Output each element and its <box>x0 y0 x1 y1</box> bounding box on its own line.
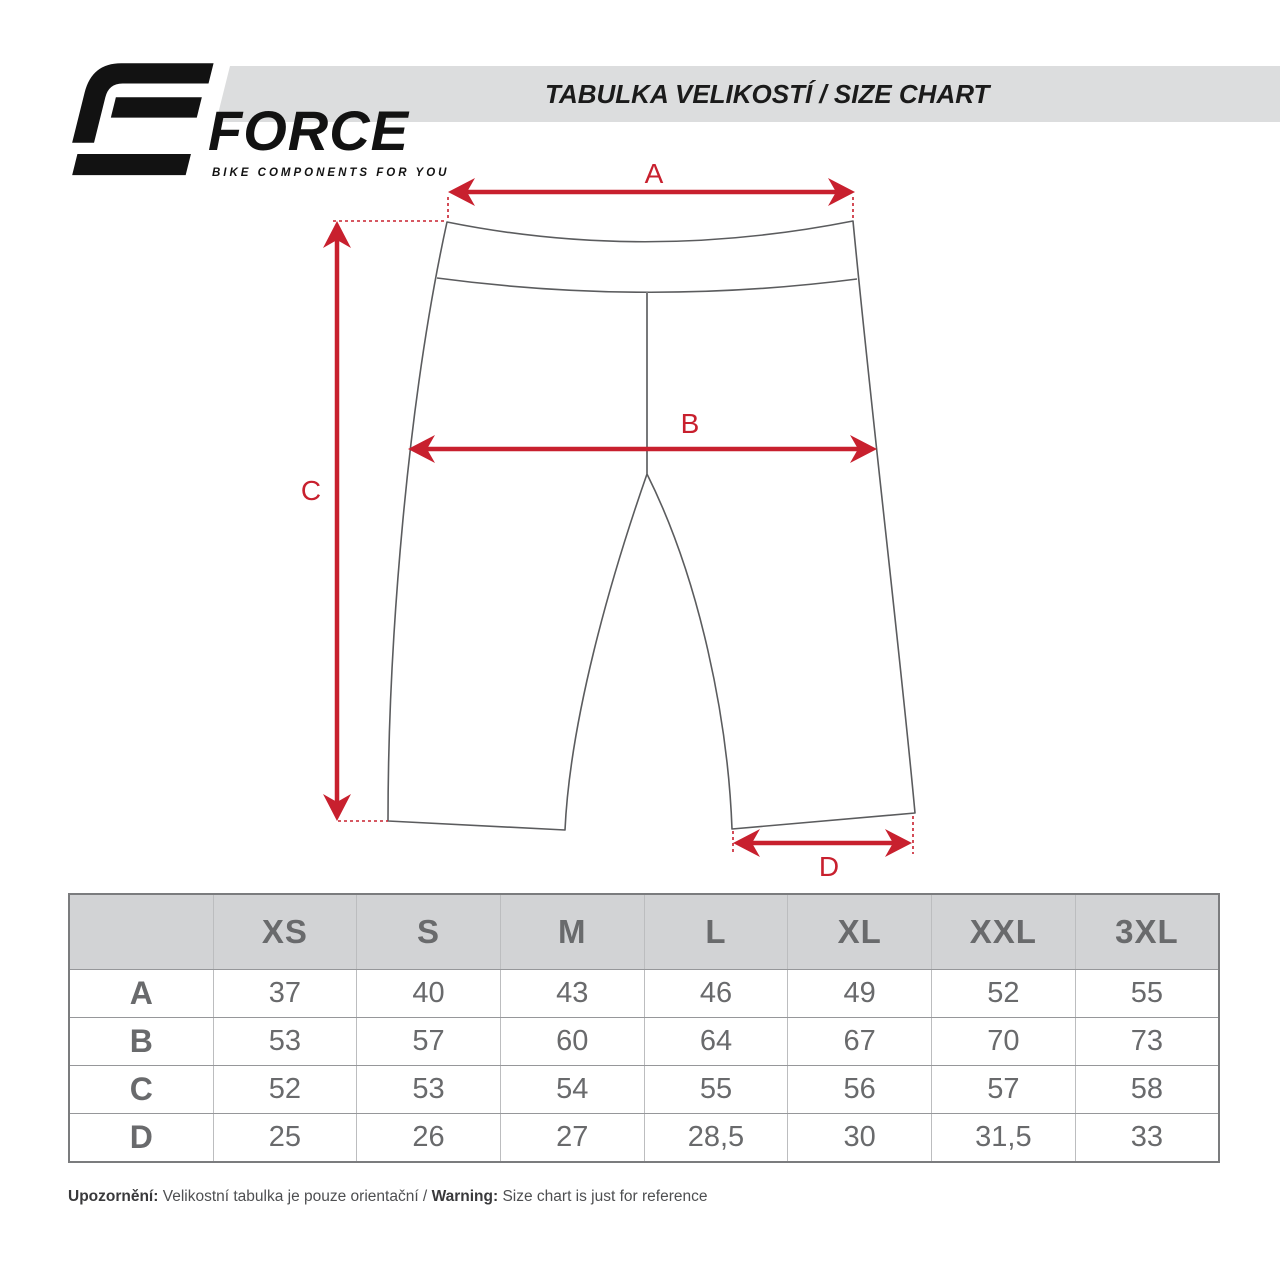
table-corner-cell <box>69 894 213 970</box>
size-value-cell: 30 <box>788 1114 932 1163</box>
size-column-header: XL <box>788 894 932 970</box>
size-value-cell: 60 <box>500 1018 644 1066</box>
table-row-c <box>69 1066 1219 1114</box>
size-value-cell: 28,5 <box>644 1114 788 1163</box>
size-value-cell: 52 <box>932 970 1076 1018</box>
size-column-header: M <box>500 894 644 970</box>
footer-note-cs-text: Velikostní tabulka je pouze orientační / <box>158 1188 432 1205</box>
logo-mark-middle-bar <box>111 97 202 117</box>
force-logo-tagline: BIKE COMPONENTS FOR YOU <box>212 167 450 179</box>
shorts-outline <box>388 221 915 830</box>
footer-note-en-text: Size chart is just for reference <box>498 1188 708 1205</box>
row-label: D <box>69 1114 213 1163</box>
size-value-cell: 43 <box>500 970 644 1018</box>
size-column-header: 3XL <box>1075 894 1219 970</box>
size-value-cell: 25 <box>213 1114 357 1163</box>
dimension-a <box>448 158 855 220</box>
size-value-cell: 56 <box>788 1066 932 1114</box>
footer-note <box>68 1188 708 1206</box>
size-value-cell: 37 <box>213 970 357 1018</box>
size-column-header: L <box>644 894 788 970</box>
page-title: TABULKA VELIKOSTÍ / SIZE CHART <box>545 79 990 109</box>
size-table-header-row <box>69 894 1219 970</box>
size-value-cell: 55 <box>1075 970 1219 1018</box>
size-value-cell: 33 <box>1075 1114 1219 1163</box>
size-value-cell: 67 <box>788 1018 932 1066</box>
size-value-cell: 27 <box>500 1114 644 1163</box>
size-value-cell: 58 <box>1075 1066 1219 1114</box>
size-value-cell: 57 <box>932 1066 1076 1114</box>
size-value-cell: 55 <box>644 1066 788 1114</box>
dimension-d-label: D <box>818 851 840 882</box>
table-row-d <box>69 1114 1219 1163</box>
table-row-b <box>69 1018 1219 1066</box>
size-value-cell: 57 <box>357 1018 501 1066</box>
dimension-b-label: B <box>680 408 700 439</box>
dimension-c-label: C <box>300 475 322 506</box>
size-column-header: S <box>357 894 501 970</box>
size-value-cell: 46 <box>644 970 788 1018</box>
size-value-cell: 31,5 <box>932 1114 1076 1163</box>
size-value-cell: 64 <box>644 1018 788 1066</box>
row-label: B <box>69 1018 213 1066</box>
footer-note-en-bold: Warning: <box>431 1188 499 1205</box>
size-value-cell: 26 <box>357 1114 501 1163</box>
size-column-header: XS <box>213 894 357 970</box>
row-label: C <box>69 1066 213 1114</box>
size-table <box>68 893 1220 1163</box>
size-value-cell: 53 <box>213 1018 357 1066</box>
footer-note-cs-bold: Upozornění: <box>68 1188 159 1205</box>
size-value-cell: 49 <box>788 970 932 1018</box>
size-value-cell: 40 <box>357 970 501 1018</box>
dimension-a-label: A <box>644 158 664 189</box>
size-column-header: XXL <box>932 894 1076 970</box>
shorts-diagram <box>0 150 1280 895</box>
force-logo-text: FORCE <box>208 99 409 162</box>
size-value-cell: 73 <box>1075 1018 1219 1066</box>
size-value-cell: 53 <box>357 1066 501 1114</box>
size-value-cell: 54 <box>500 1066 644 1114</box>
size-value-cell: 52 <box>213 1066 357 1114</box>
size-value-cell: 70 <box>932 1018 1076 1066</box>
shorts-outline-group <box>388 221 915 830</box>
row-label: A <box>69 970 213 1018</box>
table-row-a <box>69 970 1219 1018</box>
